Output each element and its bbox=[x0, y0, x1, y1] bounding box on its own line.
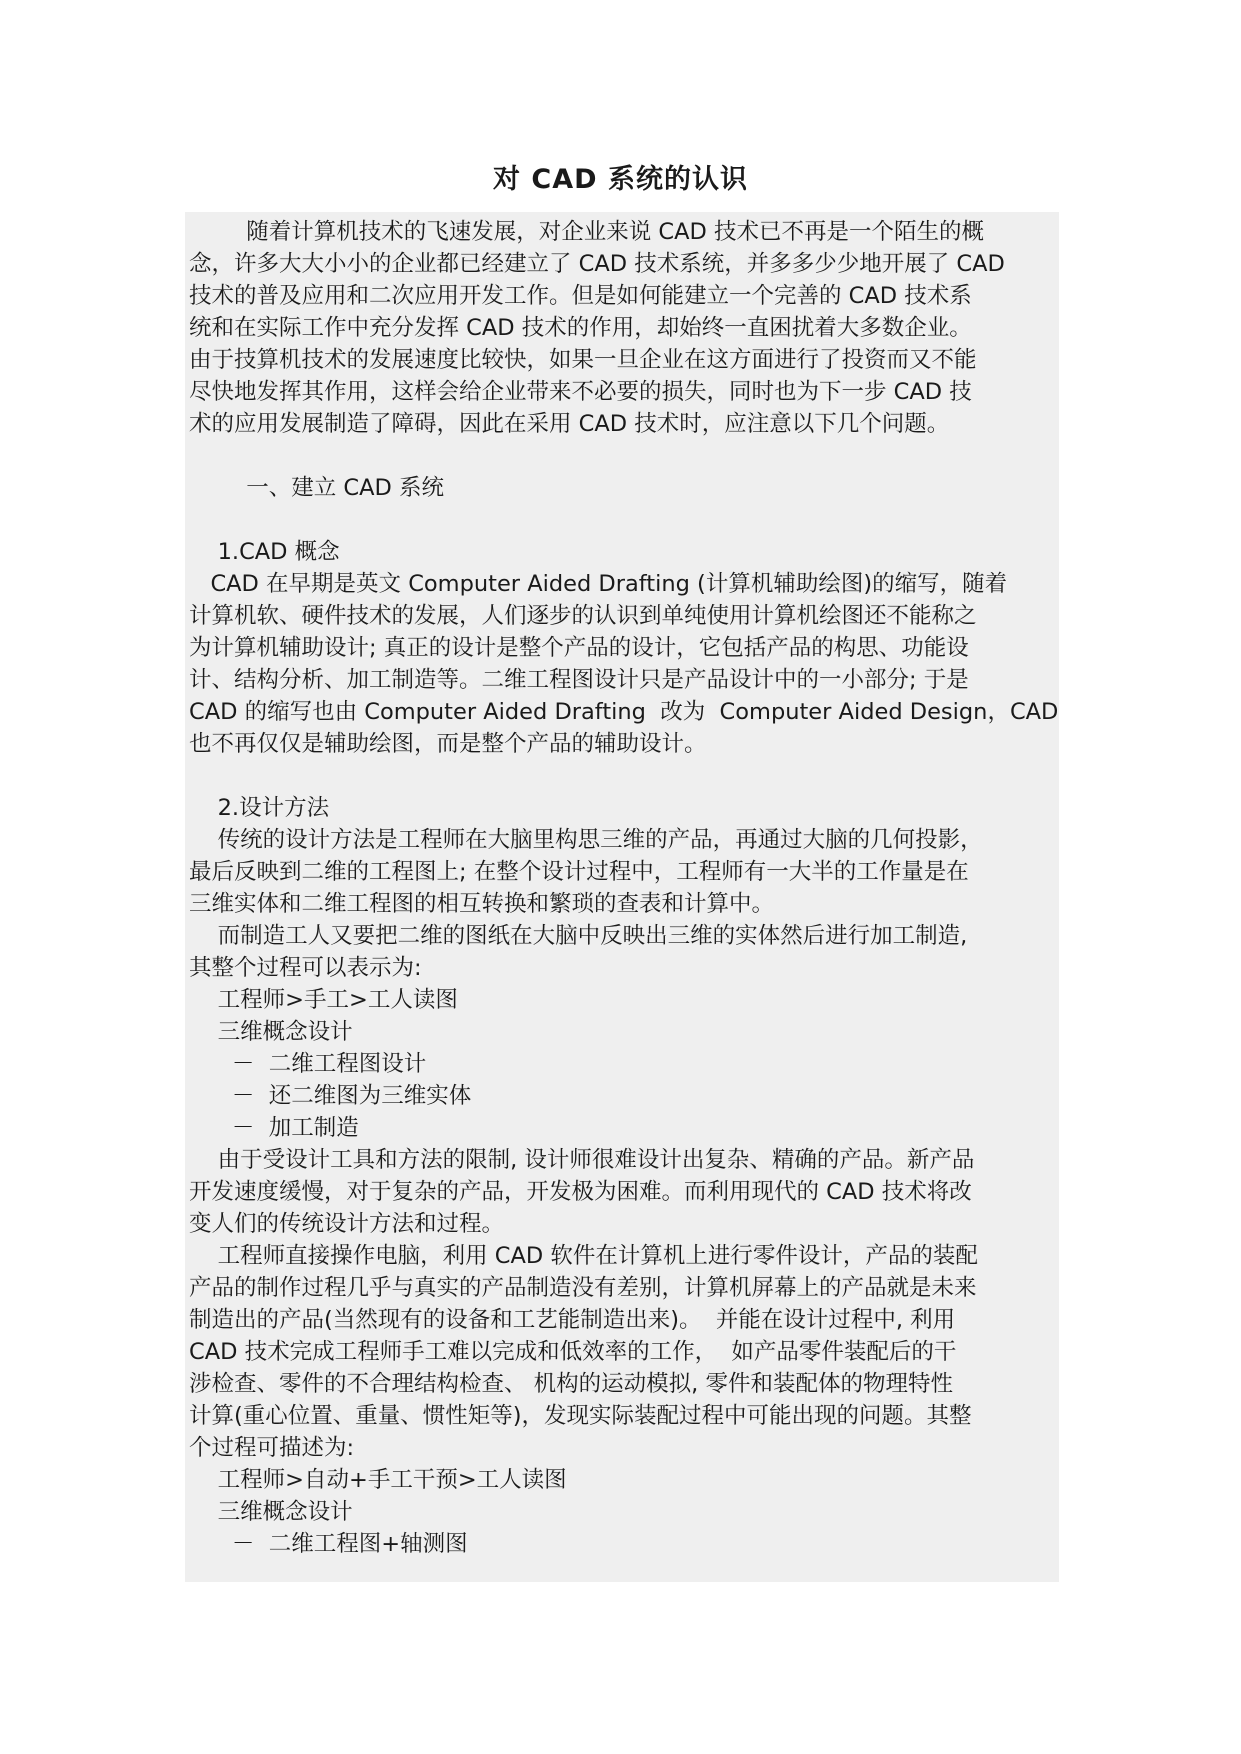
text-line: 产品的制作过程几乎与真实的产品制造没有差别，计算机屏幕上的产品就是未来 bbox=[189, 1275, 977, 1301]
text-line: 也不再仅仅是辅助绘图，而是整个产品的辅助设计。 bbox=[189, 731, 707, 757]
text-line: 念，许多大大小小的企业都已经建立了 CAD 技术系统，并多多少少地开展了 CAD bbox=[189, 251, 1005, 277]
text-line: 而制造工人又要把二维的图纸在大脑中反映出三维的实体然后进行加工制造, bbox=[189, 923, 968, 949]
process-step: － 加工制造 bbox=[189, 1115, 359, 1141]
text-line: 计算(重心位置、重量、惯性矩等)，发现实际装配过程中可能出现的问题。其整 bbox=[189, 1403, 972, 1429]
section-heading: 一、建立 CAD 系统 bbox=[189, 475, 444, 501]
text-line: 统和在实际工作中充分发挥 CAD 技术的作用，却始终一直困扰着大多数企业。 bbox=[189, 315, 972, 341]
document-title: 对 CAD 系统的认识 bbox=[493, 164, 748, 195]
text-line: 由于受设计工具和方法的限制, 设计师很难设计出复杂、精确的产品。新产品 bbox=[189, 1147, 975, 1173]
process-line: 工程师>手工>工人读图 bbox=[189, 987, 458, 1013]
text-line: 涉检查、零件的不合理结构检查、 机构的运动模拟, 零件和装配体的物理特性 bbox=[189, 1371, 953, 1397]
text-line: CAD 的缩写也由 Computer Aided Drafting 改为 Computer Aided Design，CAD bbox=[189, 699, 1059, 725]
process-step: － 二维工程图+轴测图 bbox=[189, 1531, 468, 1557]
text-line: 最后反映到二维的工程图上; 在整个设计过程中，工程师有一大半的工作量是在 bbox=[189, 859, 969, 885]
text-line: 制造出的产品(当然现有的设备和工艺能制造出来)。 并能在设计过程中, 利用 bbox=[189, 1307, 956, 1333]
text-line: CAD 在早期是英文 Computer Aided Drafting (计算机辅助绘图)的缩写，随着 bbox=[189, 571, 1008, 597]
text-line: 由于技算机技术的发展速度比较快，如果一旦企业在这方面进行了投资而又不能 bbox=[189, 347, 977, 373]
text-line: 尽快地发挥其作用，这样会给企业带来不必要的损失，同时也为下一步 CAD 技 bbox=[189, 379, 972, 405]
text-line: 计、结构分析、加工制造等。二维工程图设计只是产品设计中的一小部分; 于是 bbox=[189, 667, 969, 693]
text-line: CAD 技术完成工程师手工难以完成和低效率的工作， 如产品零件装配后的干 bbox=[189, 1339, 957, 1365]
process-line: 三维概念设计 bbox=[189, 1499, 353, 1525]
process-line: 三维概念设计 bbox=[189, 1019, 353, 1045]
subsection-heading: 2.设计方法 bbox=[189, 795, 330, 821]
text-line: 个过程可描述为: bbox=[189, 1435, 355, 1461]
text-line: 技术的普及应用和二次应用开发工作。但是如何能建立一个完善的 CAD 技术系 bbox=[189, 283, 972, 309]
process-line: 工程师>自动+手工干预>工人读图 bbox=[189, 1467, 567, 1493]
text-line: 计算机软、硬件技术的发展，人们逐步的认识到单纯使用计算机绘图还不能称之 bbox=[189, 603, 977, 629]
text-line: 随着计算机技术的飞速发展，对企业来说 CAD 技术已不再是一个陌生的概 bbox=[189, 219, 984, 245]
text-line: 其整个过程可以表示为: bbox=[189, 955, 422, 981]
subsection-heading: 1.CAD 概念 bbox=[189, 539, 340, 565]
text-line: 术的应用发展制造了障碍，因此在采用 CAD 技术时，应注意以下几个问题。 bbox=[189, 411, 950, 437]
text-line: 工程师直接操作电脑，利用 CAD 软件在计算机上进行零件设计，产品的装配 bbox=[189, 1243, 978, 1269]
text-line: 传统的设计方法是工程师在大脑里构思三维的产品，再通过大脑的几何投影， bbox=[189, 827, 983, 853]
process-step: － 二维工程图设计 bbox=[189, 1051, 427, 1077]
text-line: 开发速度缓慢，对于复杂的产品，开发极为困难。而利用现代的 CAD 技术将改 bbox=[189, 1179, 972, 1205]
document-body bbox=[185, 212, 1059, 1582]
text-line: 为计算机辅助设计; 真正的设计是整个产品的设计，它包括产品的构思、功能设 bbox=[189, 635, 969, 661]
text-line: 变人们的传统设计方法和过程。 bbox=[189, 1211, 505, 1237]
process-step: － 还二维图为三维实体 bbox=[189, 1083, 472, 1109]
text-line: 三维实体和二维工程图的相互转换和繁琐的查表和计算中。 bbox=[189, 891, 775, 917]
